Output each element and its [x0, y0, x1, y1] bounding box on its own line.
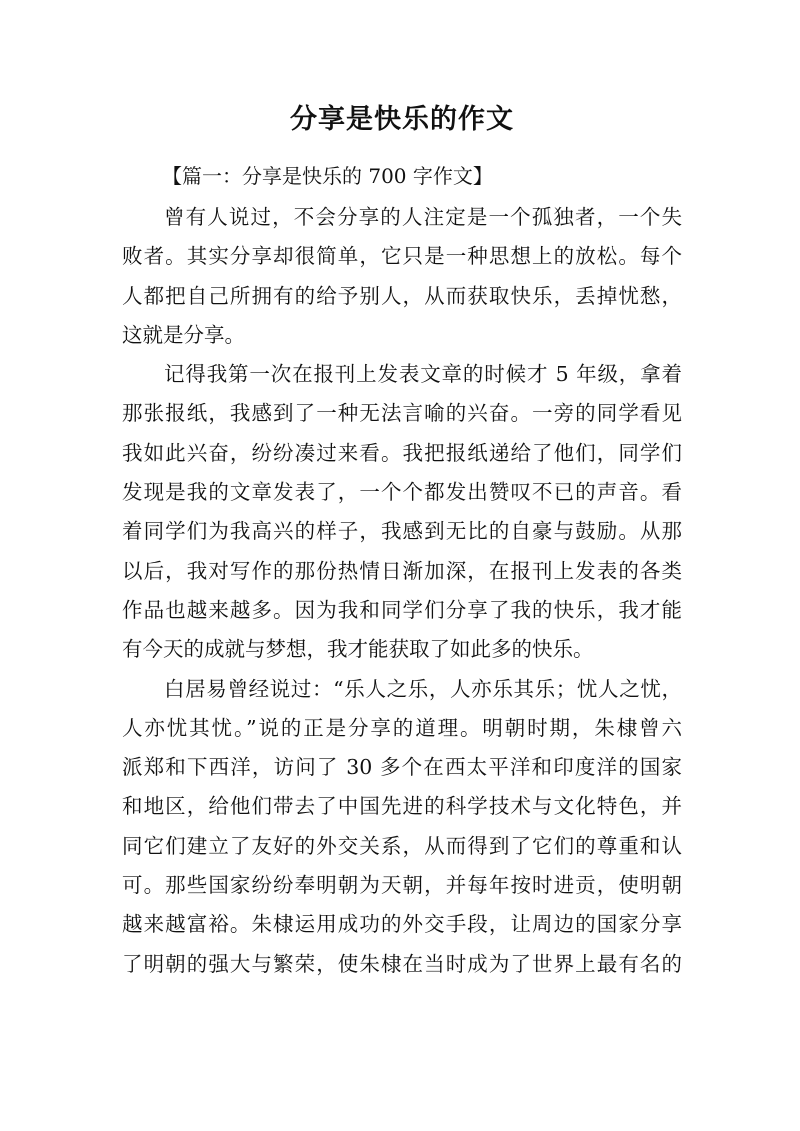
paragraph-line: 以后，我对写作的那份热情日渐加深，在报刊上发表的各类 — [122, 558, 682, 583]
paragraph-3 — [122, 670, 682, 984]
paragraph-line: 派郑和下西洋，访问了 30 多个在西太平洋和印度洋的国家 — [122, 755, 682, 780]
document-body — [122, 198, 682, 984]
paragraph-line: 有今天的成就与梦想，我才能获取了如此多的快乐。 — [122, 637, 594, 662]
section-heading: 【篇一：分享是快乐的 700 字作文】 — [162, 164, 493, 188]
paragraph-line: 这就是分享。 — [122, 322, 245, 347]
paragraph-line: 作品也越来越多。因为我和同学们分享了我的快乐，我才能 — [122, 597, 682, 622]
paragraph-line: 可。那些国家纷纷奉明朝为天朝，并每年按时进贡，使明朝 — [122, 873, 682, 898]
paragraph-line: 败者。其实分享却很简单，它只是一种思想上的放松。每个 — [122, 244, 682, 269]
paragraph-line: 和地区，给他们带去了中国先进的科学技术与文化特色，并 — [122, 794, 682, 819]
paragraph-line: 白居易曾经说过：“乐人之乐，人亦乐其乐；忧人之忧， — [164, 676, 682, 701]
paragraph-line: 我如此兴奋，纷纷凑过来看。我把报纸递给了他们，同学们 — [122, 440, 682, 465]
paragraph-line: 发现是我的文章发表了，一个个都发出赞叹不已的声音。看 — [122, 480, 682, 505]
paragraph-line: 人亦忧其忧。”说的正是分享的道理。明朝时期，朱棣曾六 — [122, 715, 682, 740]
paragraph-line: 那张报纸，我感到了一种无法言喻的兴奋。一旁的同学看见 — [122, 401, 682, 426]
paragraph-line: 人都把自己所拥有的给予别人，从而获取快乐，丢掉忧愁， — [122, 283, 682, 308]
paragraph-line: 着同学们为我高兴的样子，我感到无比的自豪与鼓励。从那 — [122, 519, 682, 544]
paragraph-line: 越来越富裕。朱棣运用成功的外交手段，让周边的国家分享 — [122, 912, 682, 937]
paragraph-2 — [122, 355, 682, 669]
paragraph-line: 曾有人说过，不会分享的人注定是一个孤独者，一个失 — [164, 205, 682, 229]
document-title: 分享是快乐的作文 — [290, 104, 514, 135]
paragraph-line: 了明朝的强大与繁荣，使朱棣在当时成为了世界上最有名的 — [122, 951, 682, 976]
paragraph-line: 同它们建立了友好的外交关系，从而得到了它们的尊重和认 — [122, 833, 682, 858]
paragraph-line: 记得我第一次在报刊上发表文章的时候才 5 年级，拿着 — [164, 362, 682, 387]
paragraph-1 — [122, 198, 682, 355]
